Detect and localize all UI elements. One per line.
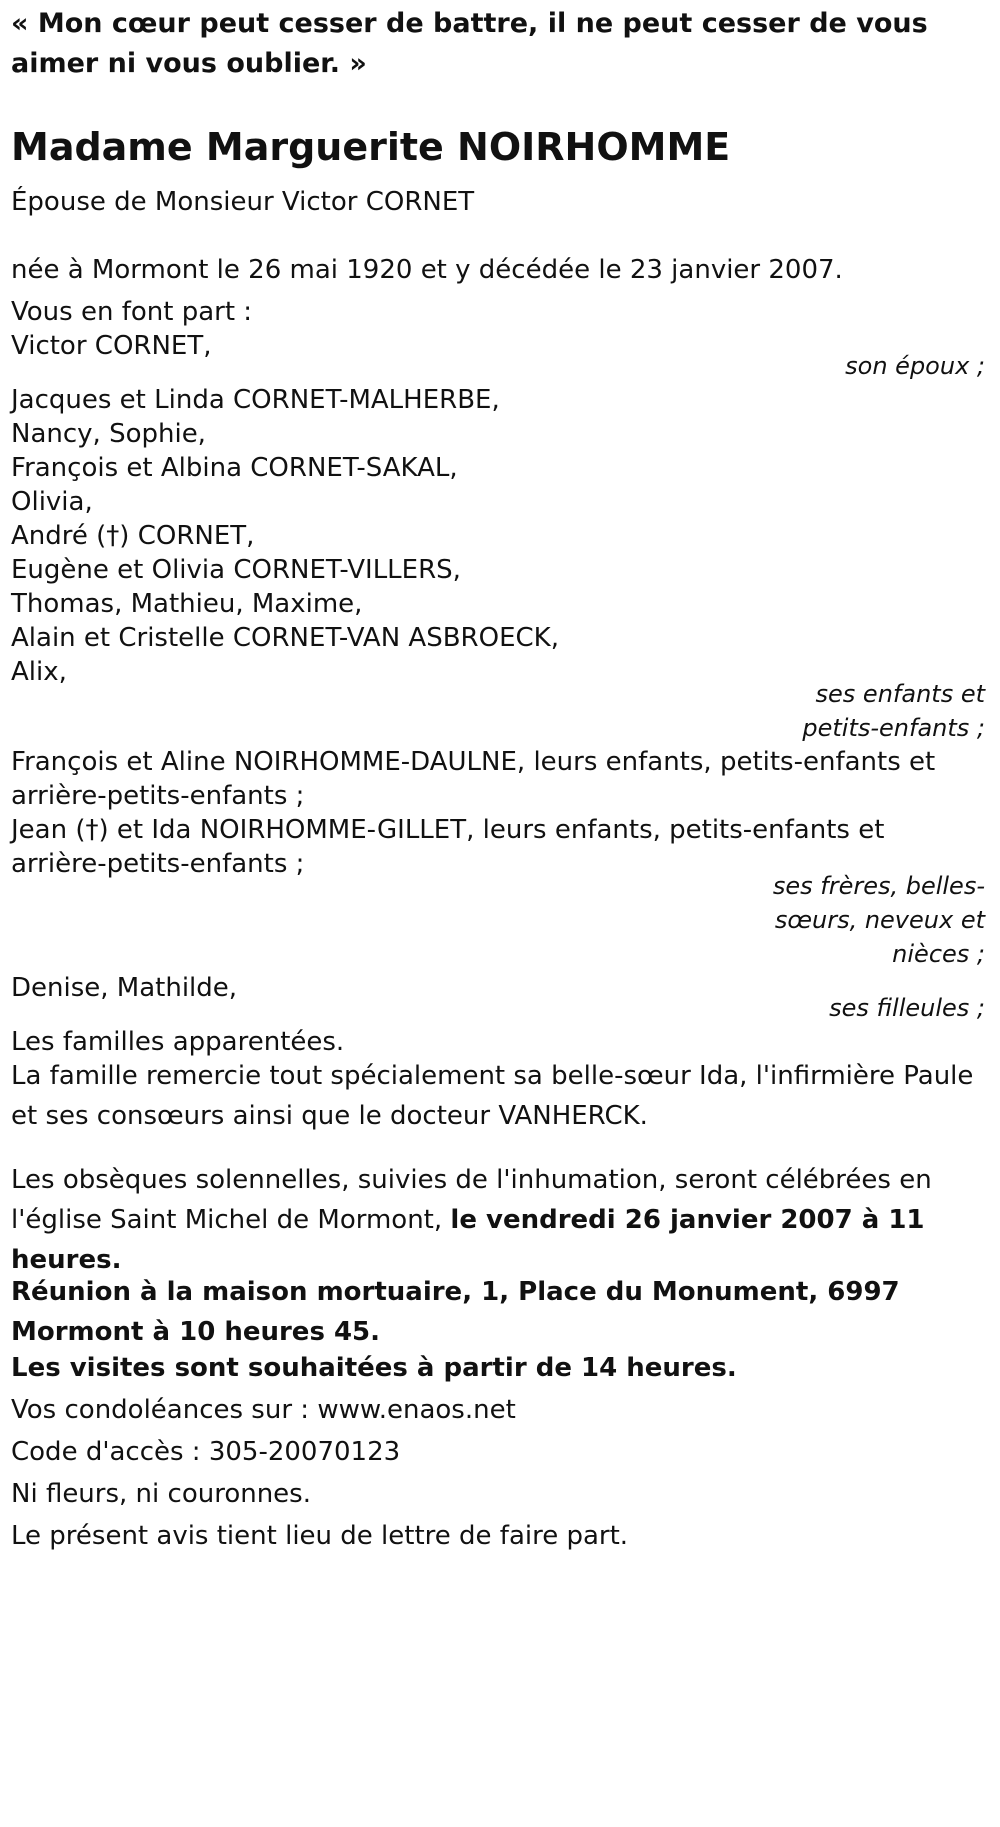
children-line: Olivia,: [11, 487, 93, 517]
condolences-line: Vos condoléances sur : www.enaos.net: [11, 1395, 516, 1425]
children-line: Thomas, Mathieu, Maxime,: [11, 589, 363, 619]
children-line: Jacques et Linda CORNET-MALHERBE,: [11, 385, 500, 415]
announce-line: Vous en font part :: [11, 297, 253, 327]
husband-relation: son époux ;: [845, 352, 985, 380]
goddaughters-line: Denise, Mathilde,: [11, 973, 238, 1003]
children-line: André (†) CORNET,: [11, 521, 255, 551]
children-line: Eugène et Olivia CORNET-VILLERS,: [11, 555, 461, 585]
deceased-name: Madame Marguerite NOIRHOMME: [11, 125, 731, 169]
siblings-line: François et Aline NOIRHOMME-DAULNE, leurs enfants, petits-enfants et: [11, 747, 936, 777]
visits-line: Les visites sont souhaitées à partir de 14 heures.: [11, 1353, 737, 1383]
children-relation: ses enfants et: [815, 680, 985, 708]
siblings-relation: ses frères, belles-: [772, 872, 985, 900]
siblings-line: arrière-petits-enfants ;: [11, 849, 305, 879]
siblings-relation: sœurs, neveux et: [774, 906, 985, 934]
spouse-line: Épouse de Monsieur Victor CORNET: [11, 187, 475, 217]
siblings-line: Jean (†) et Ida NOIRHOMME-GILLET, leurs enfants, petits-enfants et: [11, 815, 885, 845]
closing-line: Le présent avis tient lieu de lettre de faire part.: [11, 1521, 629, 1551]
funeral-paragraph: [11, 1160, 986, 1280]
goddaughters-relation: ses filleules ;: [829, 994, 985, 1022]
husband-line: Victor CORNET,: [11, 331, 212, 361]
epitaph-quote: « Mon cœur peut cesser de battre, il ne peut cesser de vous aimer ni vous oublier. »: [11, 8, 928, 79]
families-line: Les familles apparentées.: [11, 1027, 345, 1057]
children-relation: petits-enfants ;: [802, 714, 985, 742]
funeral-date: le vendredi 26 janvier 2007 à 11 heures.: [11, 1205, 925, 1275]
birth-death-line: née à Mormont le 26 mai 1920 et y décédée le 23 janvier 2007.: [11, 255, 843, 285]
thanks-paragraph: La famille remercie tout spécialement sa belle-sœur Ida, l'infirmière Paule et ses consœurs ainsi que le docteur VANHERCK.: [11, 1061, 974, 1131]
children-line: Alain et Cristelle CORNET-VAN ASBROECK,: [11, 623, 559, 653]
children-line: Alix,: [11, 657, 67, 687]
siblings-line: arrière-petits-enfants ;: [11, 781, 305, 811]
meeting-paragraph: Réunion à la maison mortuaire, 1, Place du Monument, 6997 Mormont à 10 heures 45.: [11, 1277, 900, 1347]
funeral-text: Les obsèques solennelles, suivies de l'inhumation, seront célébrées en l'église Saint Michel de Mormont,: [11, 1165, 932, 1235]
access-code-line: Code d'accès : 305-20070123: [11, 1437, 401, 1467]
siblings-relation: nièces ;: [892, 940, 985, 968]
children-line: Nancy, Sophie,: [11, 419, 206, 449]
children-line: François et Albina CORNET-SAKAL,: [11, 453, 458, 483]
flowers-line: Ni fleurs, ni couronnes.: [11, 1479, 311, 1509]
